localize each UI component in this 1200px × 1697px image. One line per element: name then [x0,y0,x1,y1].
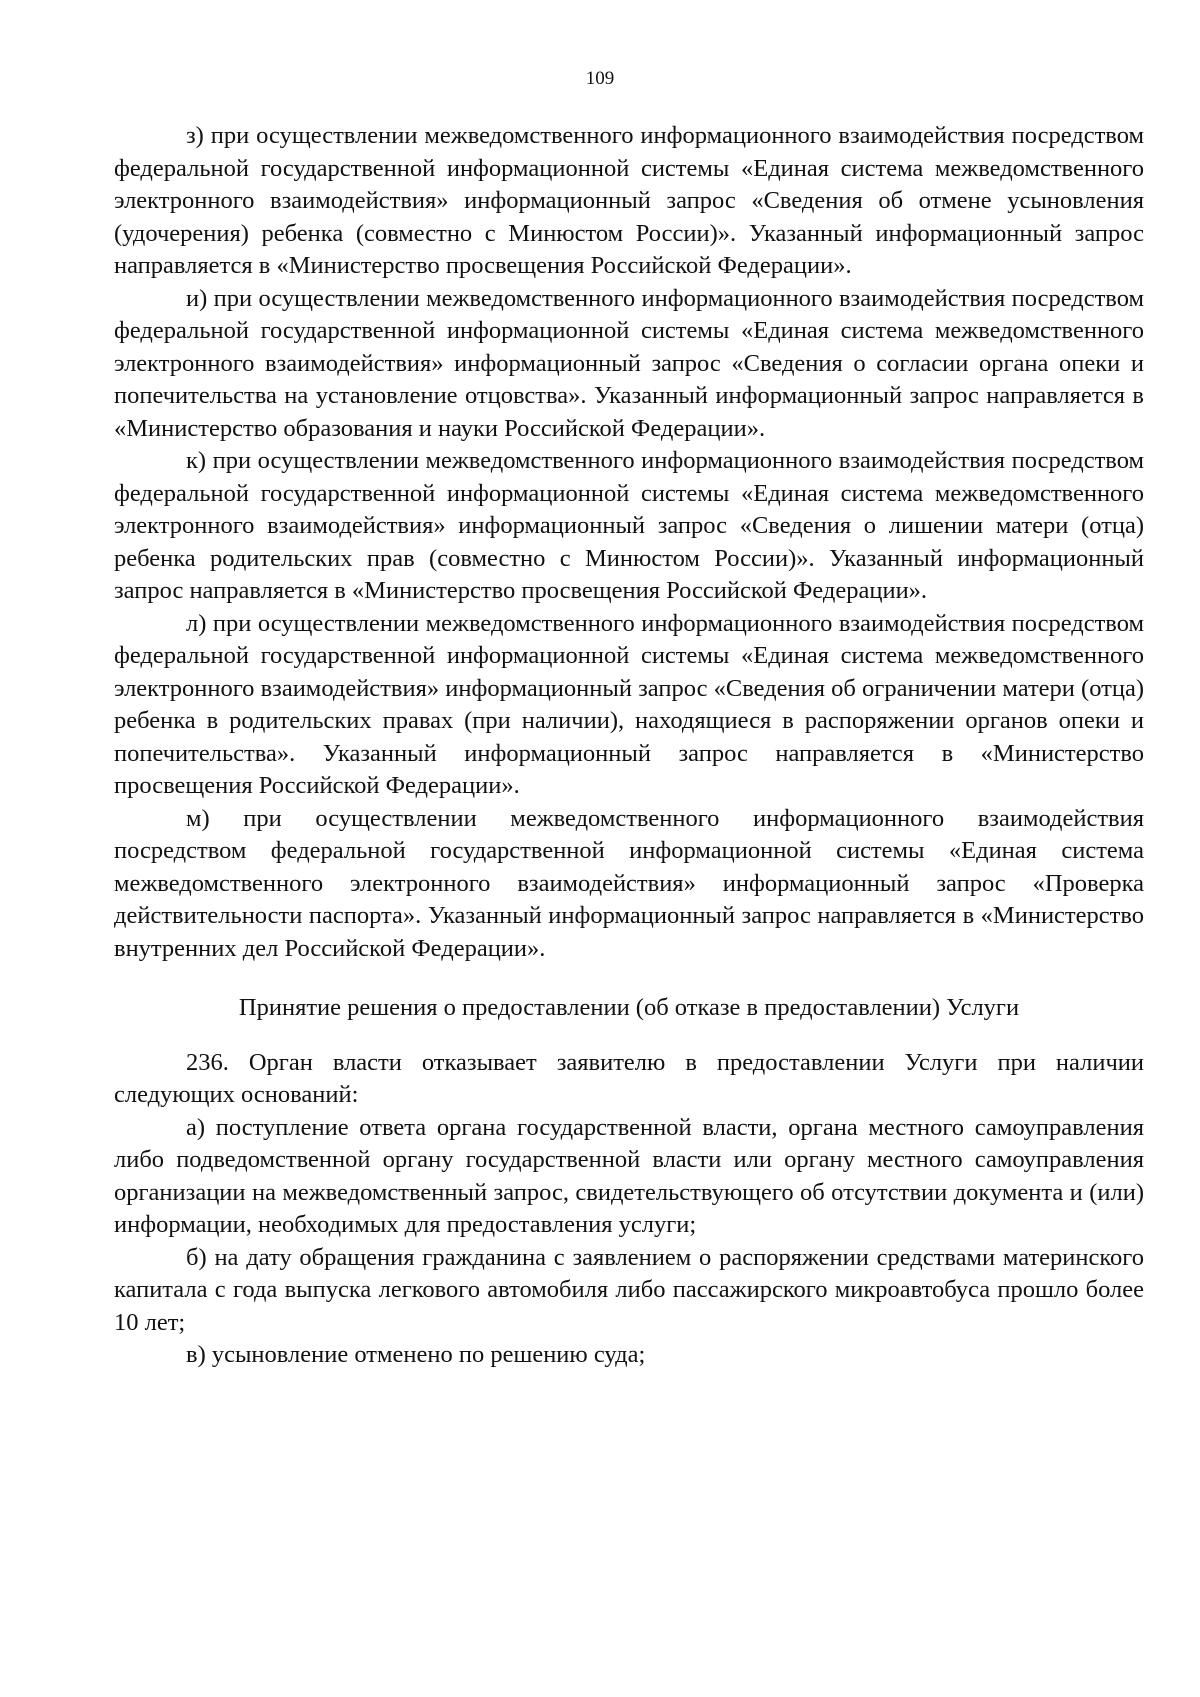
page-number: 109 [585,68,615,89]
paragraph-i: и) при осуществлении межведомственного информационного взаимодействия посредством федеральной государственной информационной системы «Единая система межведомственного электронного взаимодействия» информационный запрос «Сведения о согласии органа опеки и попечительства на установление отцовства». Указанный информационный запрос направляется в «Министерство образования и науки Российской Федерации». [114,284,1144,442]
paragraph-l: л) при осуществлении межведомственного информационного взаимодействия посредством федеральной государственной информационной системы «Единая система межведомственного электронного взаимодействия» информационный запрос «Сведения об ограничении матери (отца) ребенка в родительских правах (при наличии), находящиеся в распоряжении органов опеки и попечительства». Указанный информационный запрос направляется в «Министерство просвещения Российской Федерации». [114,609,1144,799]
paragraph-z: з) при осуществлении межведомственного информационного взаимодействия посредством федеральной государственной информационной системы «Единая система межведомственного электронного взаимодействия» информационный запрос «Сведения об отмене усыновления (удочерения) ребенка (совместно с Минюстом России)». Указанный информационный запрос направляется в «Министерство просвещения Российской Федерации». [114,122,1144,279]
paragraph-m: м) при осуществлении межведомственного информационного взаимодействия посредством федеральной государственной информационной системы «Единая система межведомственного электронного взаимодействия» информационный запрос «Проверка действительности паспорта». Указанный информационный запрос направляется в «Министерство внутренних дел Российской Федерации». [114,804,1144,962]
paragraph-a: а) поступление ответа органа государственной власти, органа местного самоуправления либо подведомственной органу государственной власти или органу местного самоуправления организации на межведомственный запрос, свидетельствующего об отсутствии документа и (или) информации, необходимых для предоставления услуги; [114,1113,1144,1238]
document-body [114,120,1144,1372]
paragraph-b: б) на дату обращения гражданина с заявлением о распоряжении средствами материнского капитала с года выпуска легкового автомобиля либо пассажирского микроавтобуса прошло более 10 лет; [114,1243,1144,1336]
paragraph-v: в) усыновление отменено по решению суда; [186,1341,646,1368]
paragraph-236: 236. Орган власти отказывает заявителю в предоставлении Услуги при наличии следующих оснований: [114,1048,1144,1108]
paragraph-k: к) при осуществлении межведомственного информационного взаимодействия посредством федеральной государственной информационной системы «Единая система межведомственного электронного взаимодействия» информационный запрос «Сведения о лишении матери (отца) ребенка родительских прав (совместно с Минюстом России)». Указанный информационный запрос направляется в «Министерство просвещения Российской Федерации». [114,447,1144,604]
section-heading: Принятие решения о предоставлении (об отказе в предоставлении) Услуги [238,994,1020,1021]
